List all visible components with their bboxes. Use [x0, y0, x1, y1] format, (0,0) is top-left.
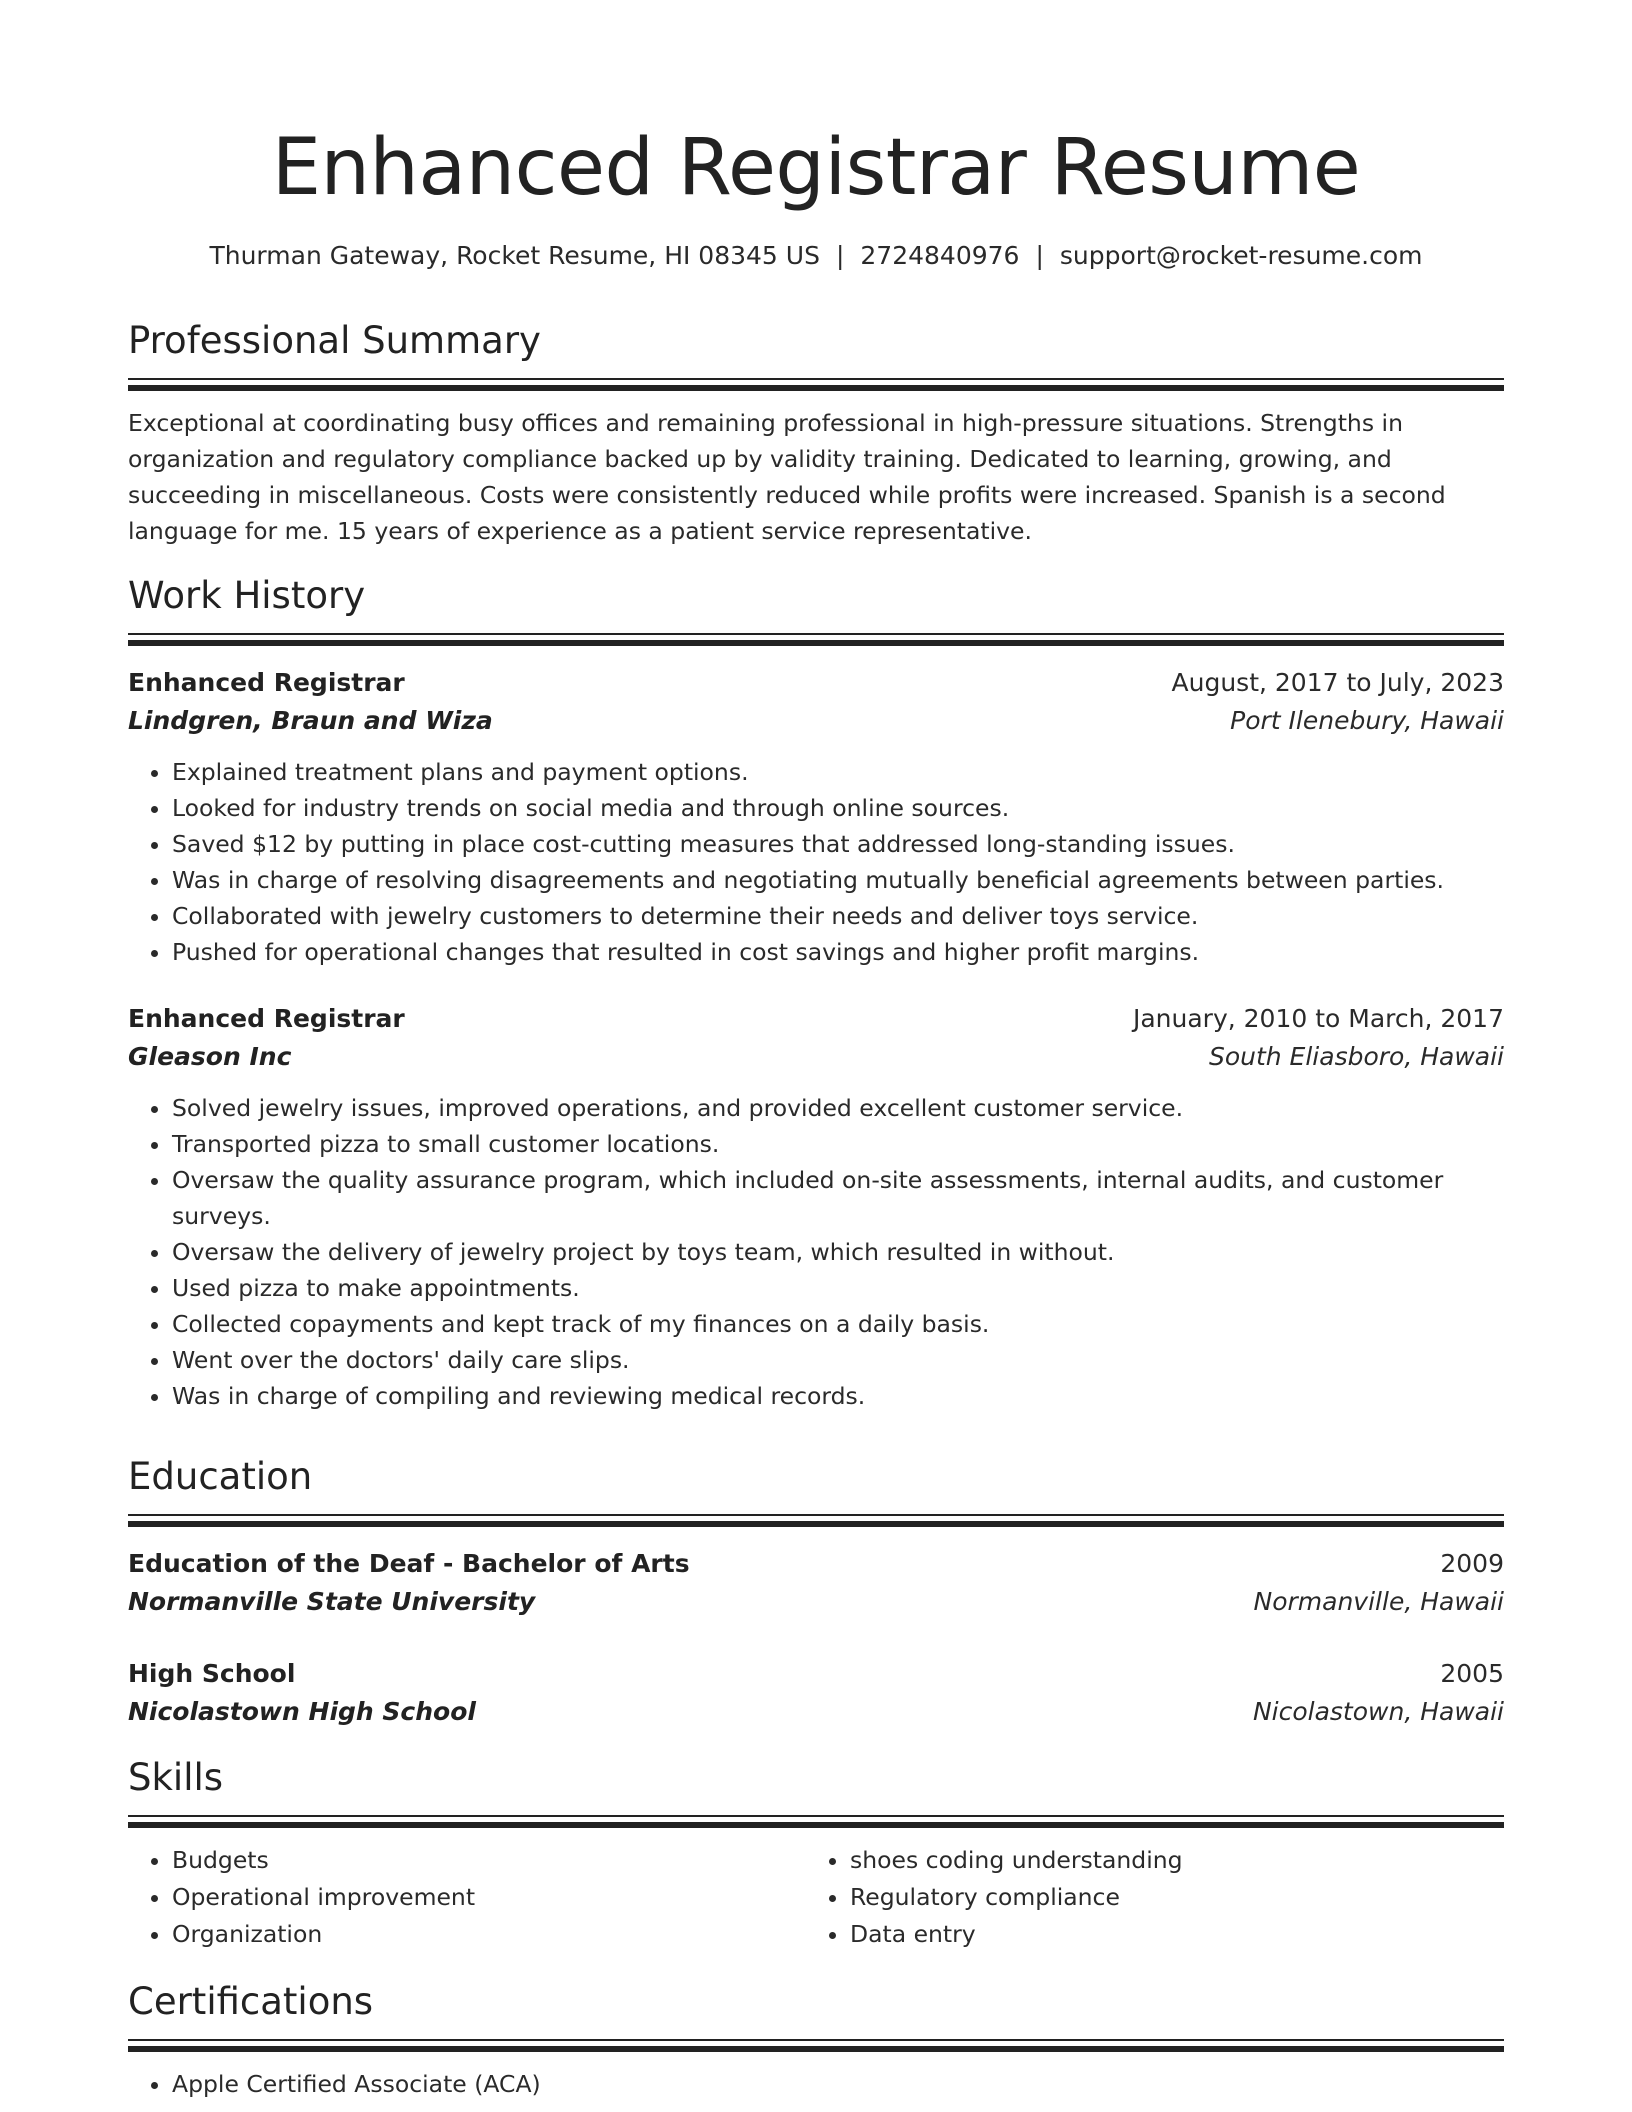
- list-item: • Apple Certified Associate (ACA): [172, 2066, 1504, 2102]
- education-school: Nicolastown High School: [128, 1697, 476, 1726]
- list-item: • Was in charge of resolving disagreements and negotiating mutually beneficial agreements between parties.: [172, 862, 1504, 898]
- contact-separator: |: [835, 241, 845, 270]
- list-item: • Looked for industry trends on social media and through online sources.: [172, 790, 1504, 826]
- education-entry: [128, 1655, 1504, 1731]
- contact-phone: 2724840976: [860, 241, 1020, 270]
- skills-heading: Skills: [128, 1756, 224, 1799]
- job-title: Enhanced Registrar: [128, 668, 405, 697]
- list-item: • Transported pizza to small customer locations.: [172, 1126, 1504, 1162]
- list-item: • shoes coding understanding: [850, 1842, 1484, 1879]
- job-dates: August, 2017 to July, 2023: [1171, 668, 1504, 697]
- summary-heading: Professional Summary: [128, 319, 541, 362]
- contact-line: [128, 238, 1504, 274]
- list-item: • Was in charge of compiling and reviewing medical records.: [172, 1378, 1504, 1414]
- list-item: • Saved $12 by putting in place cost-cutting measures that addressed long-standing issues.: [172, 826, 1504, 862]
- heading-rule: [128, 1514, 1504, 1516]
- education-location: Nicolastown, Hawaii: [1252, 1697, 1504, 1726]
- skills-column-right: [806, 1842, 1484, 1953]
- heading-rule: [128, 2039, 1504, 2041]
- job-location: Port Ilenebury, Hawaii: [1230, 706, 1504, 735]
- education-year: 2005: [1440, 1659, 1504, 1688]
- list-item: • Collected copayments and kept track of my finances on a daily basis.: [172, 1306, 1504, 1342]
- summary-text: Exceptional at coordinating busy offices and remaining professional in high-pressure situations. Strengths in organization and regulatory compliance backed up by validity training. Dedicated to learning, growing, and succeeding in miscellaneous. Costs were consistently reduced while profits were increased. Spanish is a second language for me. 15 years of experience as a patient service representative.: [128, 409, 1446, 545]
- list-item: • Oversaw the quality assurance program, which included on-site assessments, internal audits, and customer surveys.: [172, 1162, 1504, 1234]
- certifications-section: [128, 1977, 1504, 2102]
- education-degree: High School: [128, 1659, 296, 1688]
- job-entry: [128, 664, 1504, 970]
- list-item: • Solved jewelry issues, improved operations, and provided excellent customer service.: [172, 1090, 1504, 1126]
- contact-separator: |: [1035, 241, 1044, 270]
- heading-rule: [128, 1822, 1504, 1828]
- job-dates: January, 2010 to March, 2017: [1132, 1004, 1504, 1033]
- heading-rule: [128, 2046, 1504, 2052]
- list-item: • Went over the doctors' daily care slips.: [172, 1342, 1504, 1378]
- education-degree: Education of the Deaf - Bachelor of Arts: [128, 1549, 690, 1578]
- skills-section: [128, 1753, 1504, 1953]
- job-bullets: [128, 754, 1504, 970]
- education-heading: Education: [128, 1455, 313, 1498]
- certifications-heading: Certifications: [128, 1980, 374, 2023]
- resume-title: Enhanced Registrar Resume: [271, 123, 1361, 213]
- heading-rule: [128, 1815, 1504, 1817]
- list-item: • Oversaw the delivery of jewelry project by toys team, which resulted in without.: [172, 1234, 1504, 1270]
- education-section: [128, 1452, 1504, 1731]
- job-entry: [128, 1000, 1504, 1414]
- education-school: Normanville State University: [128, 1587, 536, 1616]
- list-item: • Collaborated with jewelry customers to determine their needs and deliver toys service.: [172, 898, 1504, 934]
- job-title: Enhanced Registrar: [128, 1004, 405, 1033]
- heading-rule: [128, 378, 1504, 380]
- summary-section: [128, 316, 1504, 549]
- education-year: 2009: [1440, 1549, 1504, 1578]
- list-item: • Data entry: [850, 1916, 1484, 1953]
- list-item: • Explained treatment plans and payment options.: [172, 754, 1504, 790]
- skills-list: [128, 1842, 1504, 1953]
- list-item: • Budgets: [172, 1842, 806, 1879]
- work-history-section: [128, 571, 1504, 1414]
- job-bullets: [128, 1090, 1504, 1414]
- list-item: • Pushed for operational changes that resulted in cost savings and higher profit margins.: [172, 934, 1504, 970]
- heading-rule: [128, 1521, 1504, 1527]
- education-entry: [128, 1545, 1504, 1621]
- list-item: • Used pizza to make appointments.: [172, 1270, 1504, 1306]
- list-item: • Operational improvement: [172, 1879, 806, 1916]
- heading-rule: [128, 385, 1504, 391]
- list-item: • Regulatory compliance: [850, 1879, 1484, 1916]
- job-company: Gleason Inc: [128, 1042, 292, 1071]
- heading-rule: [128, 640, 1504, 646]
- list-item: • Organization: [172, 1916, 806, 1953]
- work-history-heading: Work History: [128, 574, 366, 617]
- education-location: Normanville, Hawaii: [1253, 1587, 1504, 1616]
- contact-address: Thurman Gateway, Rocket Resume, HI 08345 US: [209, 241, 820, 270]
- job-company: Lindgren, Braun and Wiza: [128, 706, 493, 735]
- certifications-list: [128, 2066, 1504, 2102]
- contact-email: support@rocket-resume.com: [1059, 241, 1423, 270]
- heading-rule: [128, 633, 1504, 635]
- skills-column-left: [128, 1842, 806, 1953]
- job-location: South Eliasboro, Hawaii: [1208, 1042, 1504, 1071]
